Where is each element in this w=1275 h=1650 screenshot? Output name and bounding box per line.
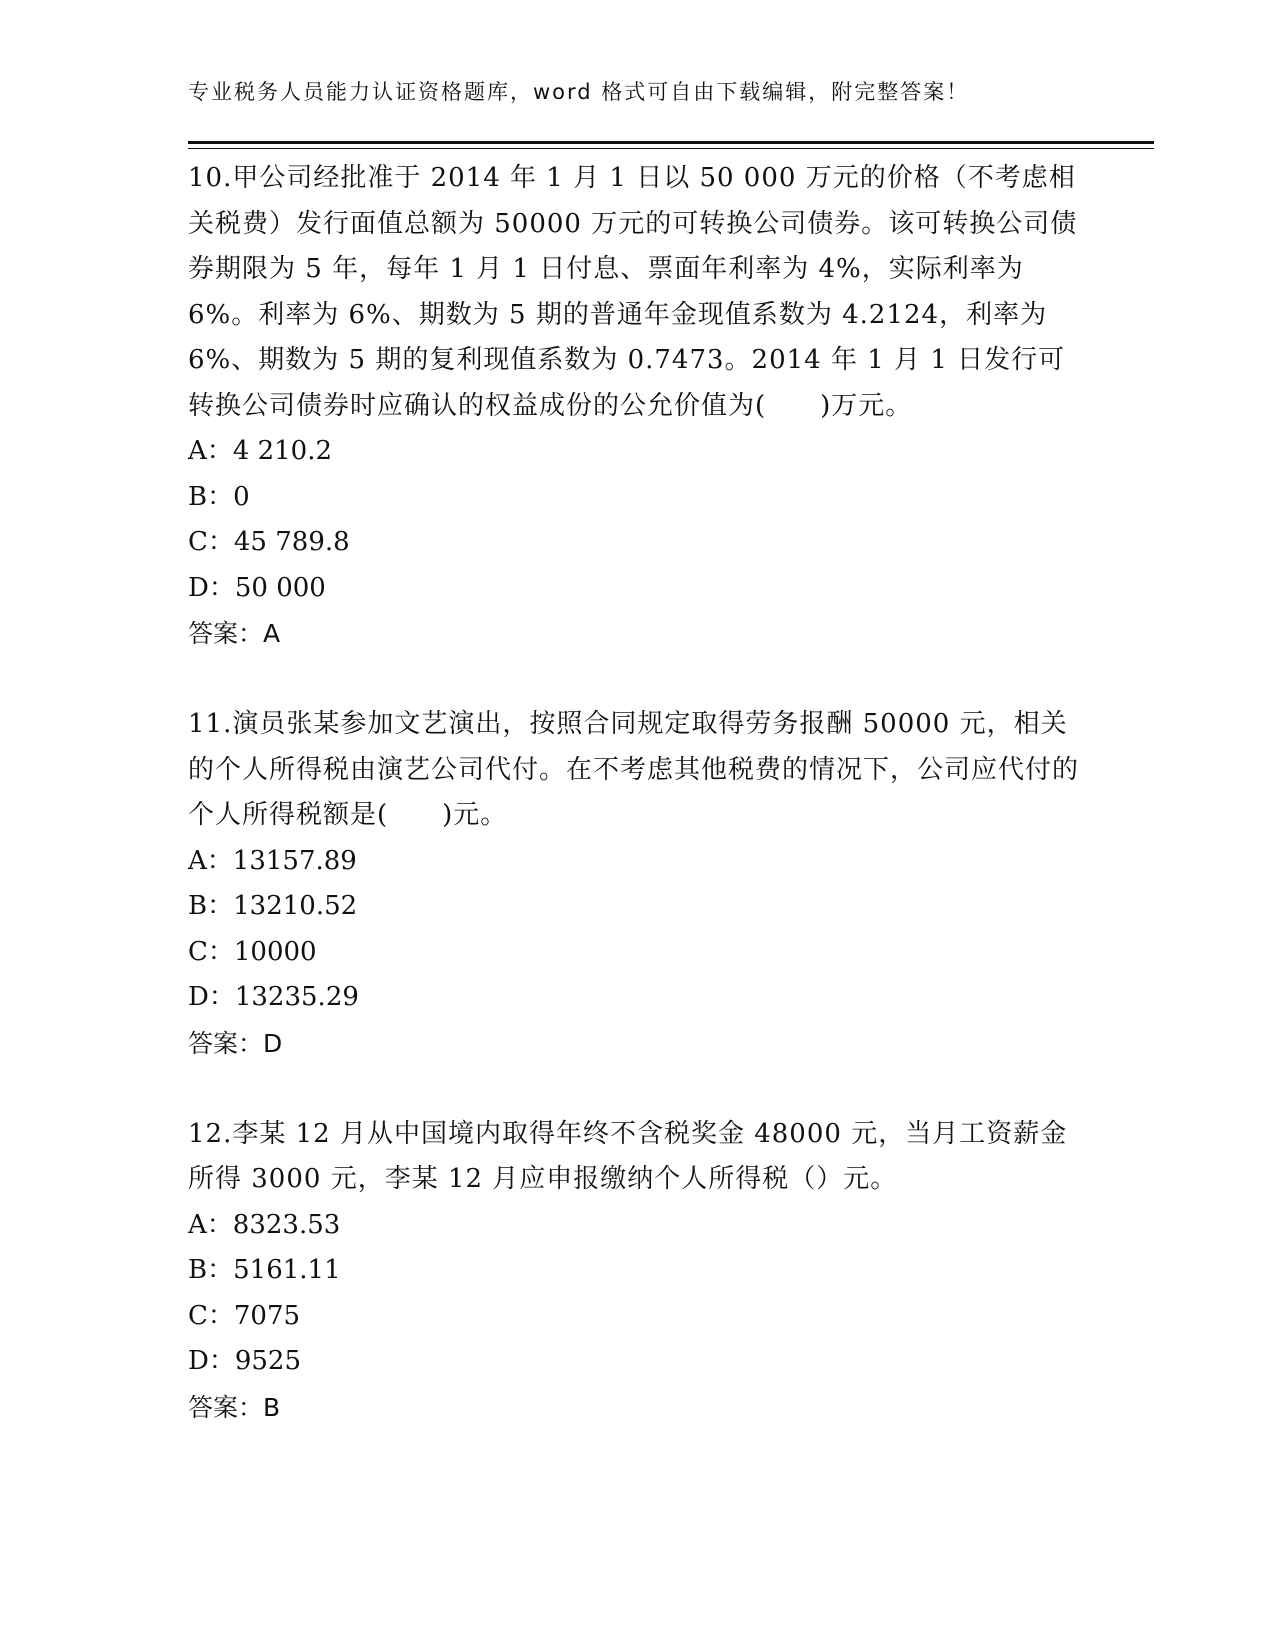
question-11 bbox=[188, 702, 1088, 1066]
question-spacer bbox=[188, 657, 1088, 703]
option-a: A：13157.89 bbox=[188, 845, 357, 876]
header-rule-thin bbox=[188, 148, 1154, 149]
question-12 bbox=[188, 1112, 1088, 1431]
option-d: D：50 000 bbox=[188, 572, 326, 603]
question-spacer bbox=[188, 1066, 1088, 1112]
option-d: D：13235.29 bbox=[188, 982, 359, 1012]
option-c: C：45 789.8 bbox=[188, 527, 350, 557]
question-text: 11.演员张某参加文艺演出，按照合同规定取得劳务报酬 50000 元，相关的个人所得税由演艺公司代付。在不考虑其他税费的情况下，公司应代付的个人所得税额是( )元。 bbox=[188, 709, 1080, 830]
question-list bbox=[188, 156, 1088, 1430]
answer-line: 答案：A bbox=[188, 619, 281, 648]
page-header: 专业税务人员能力认证资格题库，word 格式可自由下载编辑，附完整答案！ bbox=[188, 80, 970, 104]
option-b: B：5161.11 bbox=[188, 1255, 341, 1285]
option-b: B：13210.52 bbox=[188, 891, 358, 921]
question-text: 12.李某 12 月从中国境内取得年终不含税奖金 48000 元，当月工资薪金所得 3000 元，李某 12 月应申报缴纳个人所得税（）元。 bbox=[188, 1118, 1068, 1194]
option-d: D：9525 bbox=[188, 1346, 302, 1376]
question-10 bbox=[188, 156, 1088, 657]
header-rule-thick bbox=[188, 141, 1154, 144]
answer-line: 答案：B bbox=[188, 1392, 281, 1422]
option-c: C：10000 bbox=[188, 936, 317, 967]
option-b: B：0 bbox=[188, 481, 250, 512]
option-c: C：7075 bbox=[188, 1300, 301, 1331]
option-a: A：4 210.2 bbox=[188, 436, 333, 466]
answer-line: 答案：D bbox=[188, 1028, 283, 1058]
option-a: A：8323.53 bbox=[188, 1209, 341, 1240]
question-text: 10.甲公司经批准于 2014 年 1 月 1 日以 50 000 万元的价格（不考虑相关税费）发行面值总额为 50000 万元的可转换公司债券。该可转换公司债券期限为 5 年，每年 1 月 1 日付息、票面年利率为 4%，实际利率为 6%。利率为 6%、期数为 5 期的普通年金现值系数为 4.2124，利率为 6%、期数为 5 期的复利现值系数为 0.7473。2014 年 1 月 1 日发行可转换公司债券时应确认的权益成份的公允价值为( )万元。 bbox=[188, 163, 1078, 421]
